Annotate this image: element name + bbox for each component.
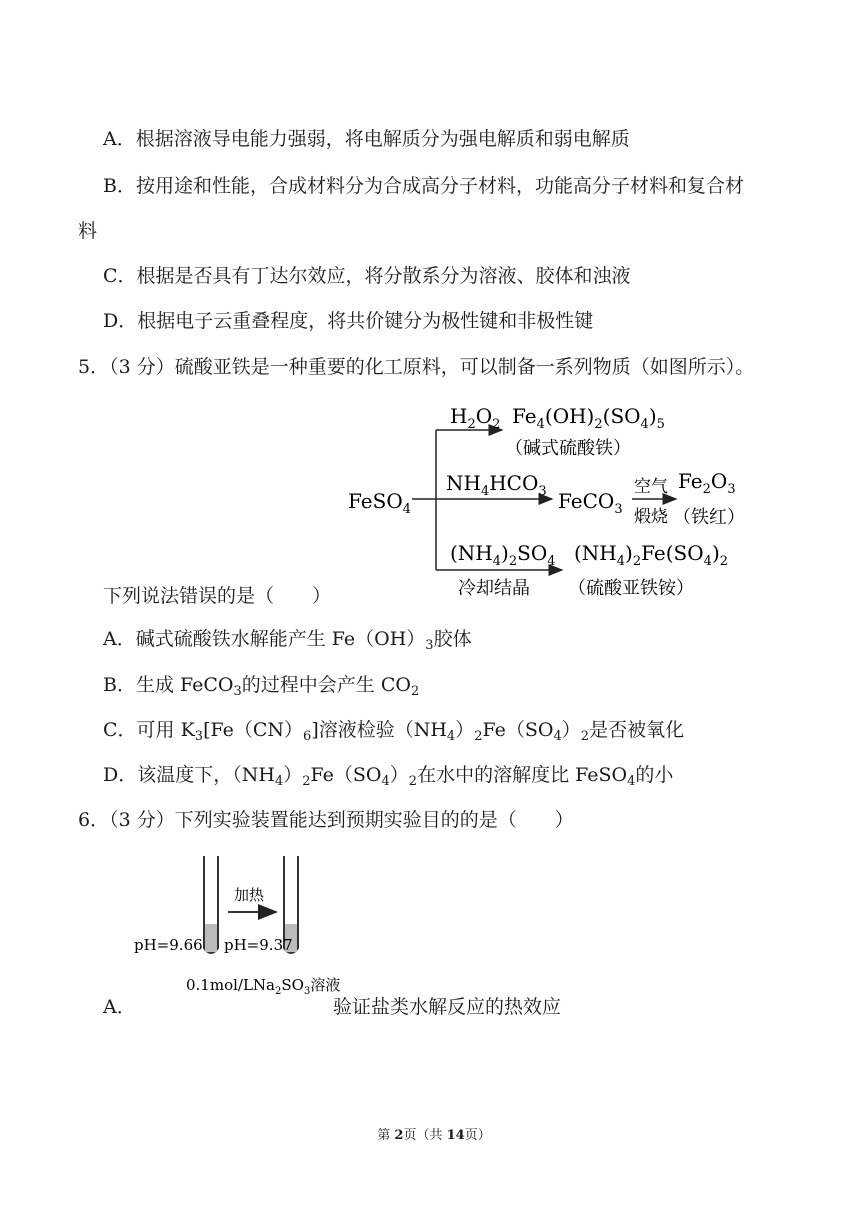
- q5-question: 下列说法错误的是（ ）: [103, 585, 332, 607]
- branch1-product-name: （碱式硫酸铁）: [505, 438, 631, 459]
- branch2-product: $Fe_2O_3$: [678, 469, 736, 497]
- q6-option-a-label: A．: [103, 996, 136, 1018]
- diagram-start-fesO4: FeSO$_4$: [348, 489, 411, 517]
- left-tube-liquid: [205, 924, 217, 952]
- q5-option-b: B．生成 FeCO$_3$的过程中会产生 $CO_2$: [103, 674, 420, 699]
- branch2-reagent: $NH_4HCO_3$: [446, 471, 547, 499]
- ph-right-label: pH=9.37: [224, 936, 293, 954]
- q5-option-a: A．碱式硫酸铁水解能产生 $Fe(OH)_3$胶体: [103, 628, 472, 653]
- q5-stem: 5．（3 分）硫酸亚铁是一种重要的化工原料，可以制备一系列物质（如图所示）。: [78, 356, 755, 378]
- branch1-reagent: $H_2O_2$: [450, 404, 501, 432]
- branch3-product: $(NH_4)_2Fe(SO_4)_2$: [574, 541, 729, 569]
- q5-option-d: D．该温度下，$(NH_4)_2Fe(SO_4)_2$在水中的溶解度比 FeSO$_4$的小: [103, 764, 674, 789]
- branch3-reagent: $(NH_4)_2SO_4$: [450, 541, 556, 569]
- q4-option-d: D．根据电子云重叠程度，将共价键分为极性键和非极性键: [103, 310, 594, 332]
- q4-option-b-line1: B．按用途和性能，合成材料分为合成高分子材料，功能高分子材料和复合材: [103, 175, 744, 197]
- branch1-product: $Fe_4(OH)_2(SO_4)_5$: [512, 404, 665, 432]
- heat-label: 加热: [234, 886, 265, 904]
- q5-reaction-diagram: [340, 392, 780, 602]
- q4-option-a: A．根据溶液导电能力强弱，将电解质分为强电解质和弱电解质: [103, 128, 630, 150]
- branch3-condition: 冷却结晶: [458, 578, 530, 599]
- q5-option-c: C．可用 $K_3[Fe(CN)_6]$溶液检验$(NH_4)_2Fe(SO_4)_2$是否被氧化: [103, 719, 685, 744]
- ph-left-label: pH=9.66: [134, 936, 203, 954]
- branch3-product-name: （硫酸亚铁铵）: [568, 578, 694, 599]
- branch2-intermediate: FeCO$_3$: [558, 489, 623, 517]
- q6-test-tube-figure: [130, 852, 340, 1002]
- branch2-condition-bottom: 煅烧: [634, 507, 668, 527]
- branch2-condition-top: 空气: [634, 477, 668, 497]
- solution-label: $0.1mol/LNa_2SO_3$溶液: [186, 976, 340, 997]
- page-footer: 第 2页（共 14页）: [377, 1128, 491, 1143]
- branch2-product-name: （铁红）: [673, 507, 745, 528]
- q6-stem: 6．（3 分）下列实验装置能达到预期实验目的的是（ ）: [78, 809, 574, 831]
- q4-option-c: C．根据是否具有丁达尔效应，将分散系分为溶液、胶体和浊液: [103, 265, 631, 287]
- q4-option-b-line2: 料: [78, 220, 98, 242]
- q6-option-a-desc: 验证盐类水解反应的热效应: [333, 996, 562, 1018]
